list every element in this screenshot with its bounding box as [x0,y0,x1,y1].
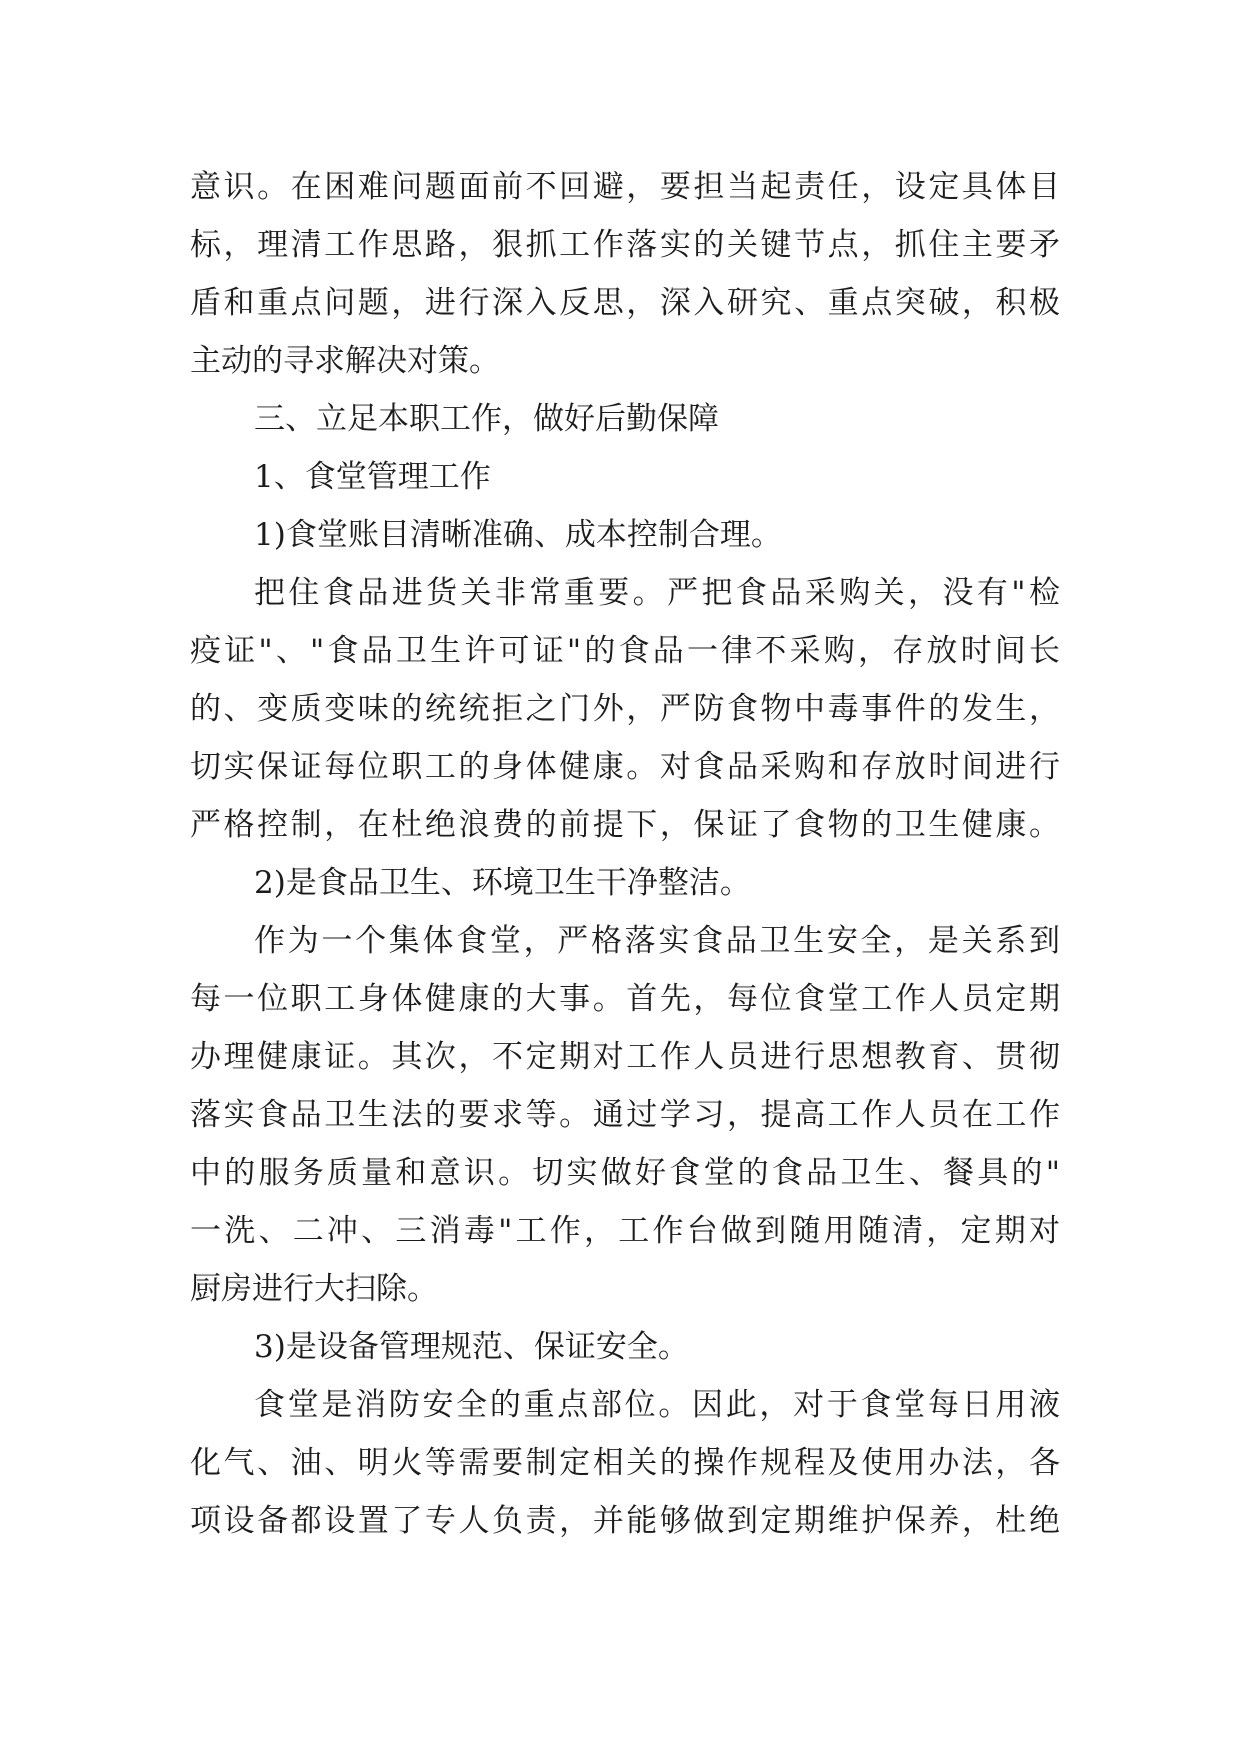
section-heading: 三、立足本职工作，做好后勤保障 [254,401,719,437]
subsection-heading: 1、食堂管理工作 [254,459,491,495]
item-heading: 2)是食品卫生、环境卫生干净整洁。 [254,865,751,901]
text-line: 中的服务质量和意识。切实做好食堂的食品卫生、餐具的" [190,1155,1060,1191]
text-line: 每一位职工身体健康的大事。首先，每位食堂工作人员定期 [190,981,1060,1017]
text-line: 意识。在困难问题面前不回避，要担当起责任，设定具体目 [190,169,1060,205]
text-line: 严格控制，在杜绝浪费的前提下，保证了食物的卫生健康。 [190,807,1060,843]
text-line: 的、变质变味的统统拒之门外，严防食物中毒事件的发生， [190,691,1060,727]
text-line: 切实保证每位职工的身体健康。对食品采购和存放时间进行 [190,749,1060,785]
item-heading: 1)食堂账目清晰准确、成本控制合理。 [254,517,782,553]
text-line: 办理健康证。其次，不定期对工作人员进行思想教育、贯彻 [190,1039,1060,1075]
text-line: 作为一个集体食堂，严格落实食品卫生安全，是关系到 [254,923,1060,959]
text-line: 把住食品进货关非常重要。严把食品采购关，没有"检 [254,575,1060,611]
text-line: 落实食品卫生法的要求等。通过学习，提高工作人员在工作 [190,1097,1060,1133]
text-line: 盾和重点问题，进行深入反思，深入研究、重点突破，积极 [190,285,1060,321]
item-heading: 3)是设备管理规范、保证安全。 [254,1329,689,1365]
text-line: 化气、油、明火等需要制定相关的操作规程及使用办法，各 [190,1445,1060,1481]
text-line: 主动的寻求解决对策。 [190,343,500,379]
document-body [190,158,1060,1550]
text-line: 疫证"、"食品卫生许可证"的食品一律不采购，存放时间长 [190,633,1060,669]
text-line: 厨房进行大扫除。 [190,1271,438,1307]
text-line: 一洗、二冲、三消毒"工作，工作台做到随用随清，定期对 [190,1213,1060,1249]
text-line: 项设备都设置了专人负责，并能够做到定期维护保养，杜绝 [190,1503,1060,1539]
text-line: 食堂是消防安全的重点部位。因此，对于食堂每日用液 [254,1387,1060,1423]
text-line: 标，理清工作思路，狠抓工作落实的关键节点，抓住主要矛 [190,227,1060,263]
